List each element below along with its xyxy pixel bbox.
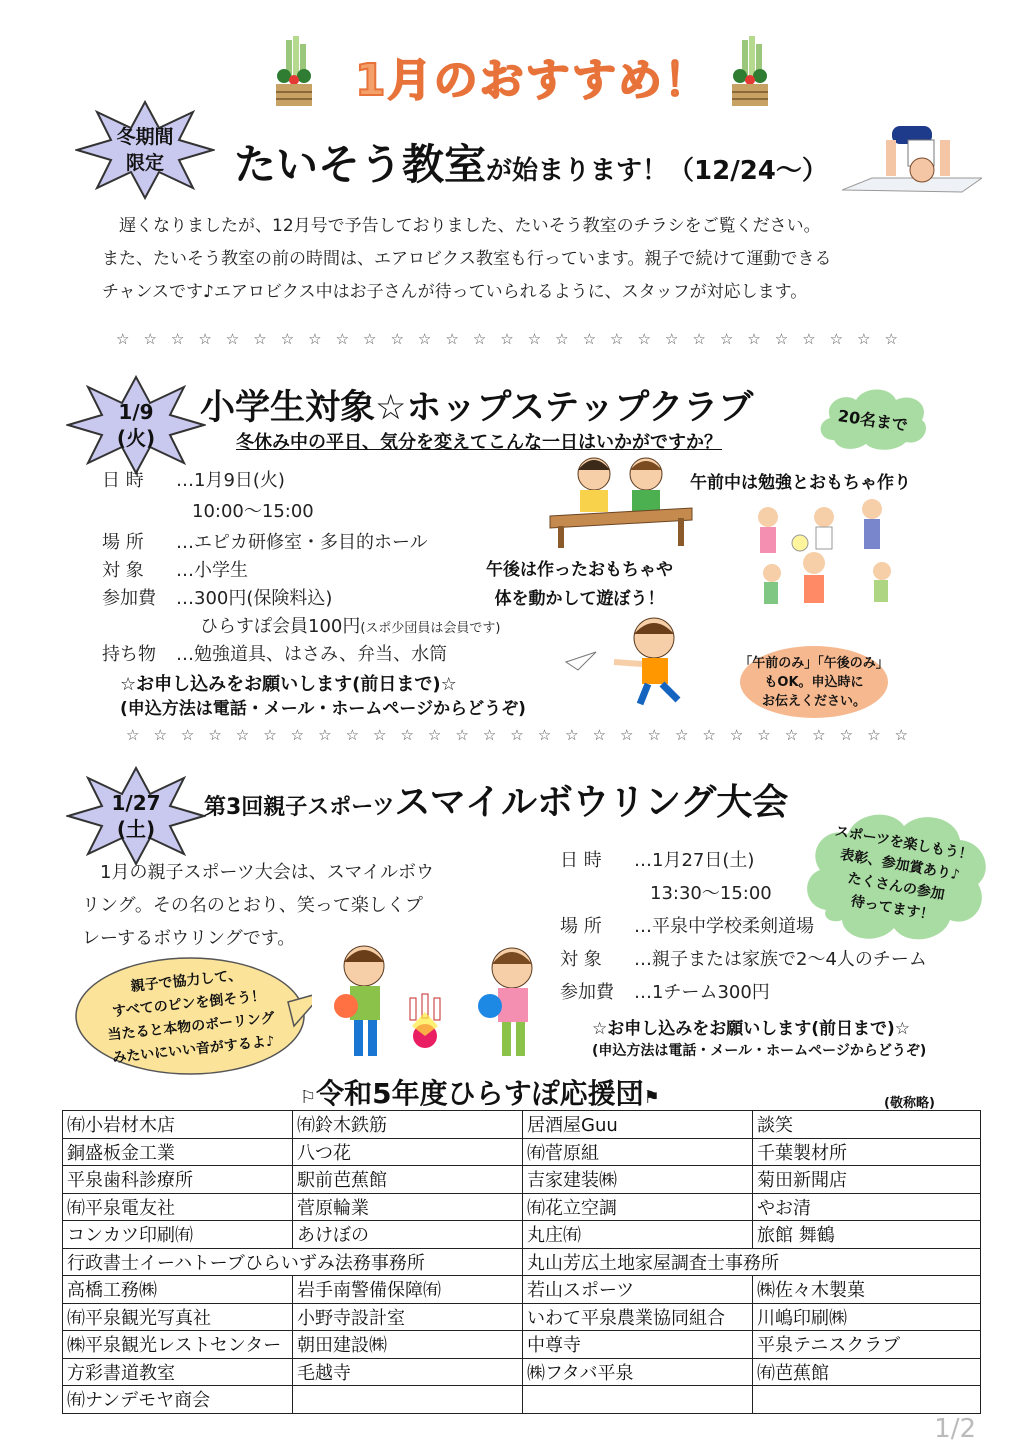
- sponsor-cell: ㈲鈴木鉄筋: [293, 1111, 523, 1139]
- sponsor-cell: ㈲平泉電友社: [63, 1193, 293, 1221]
- honorific-note: (敬称略): [884, 1096, 935, 1111]
- time-note-bubble: [738, 644, 890, 720]
- sponsor-cell: 岩手南警備保障㈲: [293, 1276, 523, 1304]
- detail-label: 対 象: [560, 949, 602, 970]
- sponsor-cell: いわて平泉農業協同組合: [523, 1303, 753, 1331]
- detail-label: 日 時: [560, 850, 602, 871]
- sponsor-cell: 川嶋印刷㈱: [753, 1303, 981, 1331]
- bowling-heading-small: 第3回親子スポーツ: [204, 795, 395, 820]
- sponsors-table-body: [63, 1111, 981, 1414]
- jan9-badge-text: 1/9 (火): [116, 400, 156, 450]
- prize-cloud: [800, 806, 992, 946]
- sponsor-cell: ㈲芭蕉館: [753, 1358, 981, 1386]
- hop-step-subheading: 冬休み中の平日、気分を変えてこんな一日はいかがですか？: [236, 432, 722, 453]
- sponsor-cell: ㈱フタバ平泉: [523, 1358, 753, 1386]
- detail-value: 13:30～15:00: [650, 883, 772, 904]
- jan27-badge: [66, 766, 206, 866]
- taiso-paragraph-line: また、たいそう教室の前の時間は、エアロビクス教室も行っています。親子で続けて運動できる: [102, 249, 832, 269]
- detail-value: …エピカ研修室・多目的ホール: [176, 532, 428, 553]
- sponsor-cell: [753, 1386, 981, 1414]
- speech-bubble: [72, 956, 312, 1080]
- jan9-badge: [66, 375, 206, 475]
- sponsor-cell: ㈲菅原組: [523, 1138, 753, 1166]
- prize-cloud-text: スポーツを楽しもう！ 表彰、参加賞あり♪ たくさんの参加 待ってます！: [833, 823, 974, 924]
- detail-label: 参加費: [560, 982, 614, 1003]
- table-row: [63, 1138, 981, 1166]
- bowling-heading-big: スマイルボウリング大会: [394, 782, 789, 823]
- sponsor-cell: 高橋工務㈱: [63, 1276, 293, 1304]
- detail-label: 持ち物: [102, 644, 156, 665]
- sponsor-cell: 丸庄㈲: [523, 1221, 753, 1249]
- boy-paper-plane-illustration-icon: [562, 612, 702, 708]
- detail-value: …勉強道具、はさみ、弁当、水筒: [176, 644, 448, 665]
- page-title: 1月のおすすめ！: [355, 55, 711, 106]
- sponsor-cell: 行政書士イーハトーブひらいずみ法務事務所: [63, 1248, 523, 1276]
- afternoon-caption: 午後は作ったおもちゃや 体を動かして遊ぼう！: [486, 560, 673, 609]
- sponsor-cell: あけぼの: [293, 1221, 523, 1249]
- sponsor-cell: 千葉製材所: [753, 1138, 981, 1166]
- bowling-apply-method: (申込方法は電話・メール・ホームページからどうぞ): [592, 1043, 927, 1059]
- detail-row: [102, 556, 501, 584]
- capacity-text: 20名まで: [836, 406, 909, 435]
- sponsor-cell: 丸山芳広土地家屋調査士事務所: [523, 1248, 981, 1276]
- table-row: [63, 1303, 981, 1331]
- sponsor-cell: ㈲平泉観光写真社: [63, 1303, 293, 1331]
- sponsor-cell: 銅盛板金工業: [63, 1138, 293, 1166]
- sponsor-cell: 吉家建装㈱: [523, 1166, 753, 1194]
- detail-row: [102, 497, 501, 528]
- winter-limited-badge-text: 冬期間 限定: [116, 126, 174, 174]
- taiso-paragraph-line: チャンスです♪エアロビクス中はお子さんが待っていられるように、スタッフが対応します。: [102, 282, 808, 302]
- page-number: 1/2: [934, 1414, 976, 1444]
- time-note-text: 「午前のみ」「午後のみ」 もOK。申込時に お伝えください。: [739, 656, 889, 709]
- hop-step-details: [102, 466, 501, 668]
- detail-value: 10:00～15:00: [192, 501, 314, 522]
- sponsor-cell: 平泉歯科診療所: [63, 1166, 293, 1194]
- speech-bubble-text: 親子で協力して、 すべてのピンを倒そう！ 当たると本物のボーリング みたいにいい音がするよ♪: [106, 967, 276, 1067]
- sponsor-cell: 八つ花: [293, 1138, 523, 1166]
- detail-label: 場 所: [560, 916, 602, 937]
- sponsor-cell: 若山スポーツ: [523, 1276, 753, 1304]
- playing-kids-illustration-icon: [742, 495, 902, 625]
- table-row: [63, 1248, 981, 1276]
- flag-left-icon: ⚐: [300, 1087, 317, 1108]
- bowling-paragraph-line: リング。その名のとおり、笑って楽しくプ: [82, 895, 423, 916]
- hop-step-apply: ☆お申し込みをお願いします(前日まで)☆: [120, 674, 457, 695]
- table-row: [63, 1386, 981, 1414]
- detail-row: [102, 466, 501, 497]
- table-row: [63, 1276, 981, 1304]
- sponsor-cell: 方彩書道教室: [63, 1358, 293, 1386]
- detail-value: …親子または家族で2～4人のチーム: [634, 949, 927, 970]
- sponsor-cell: ㈱平泉観光レストセンター: [63, 1331, 293, 1359]
- sponsor-cell: 菅原輪業: [293, 1193, 523, 1221]
- detail-label: 参加費: [102, 588, 156, 609]
- bowling-paragraph-line: 1月の親子スポーツ大会は、スマイルボウ: [82, 862, 435, 883]
- sponsor-cell: やお清: [753, 1193, 981, 1221]
- detail-label: 日 時: [102, 470, 144, 491]
- sponsor-cell: 朝田建設㈱: [293, 1331, 523, 1359]
- sponsors-title-text: 令和5年度ひらすぽ応援団: [316, 1077, 644, 1110]
- hop-step-heading: 小学生対象☆ホップステップクラブ: [200, 388, 754, 428]
- sponsors-title: [300, 1072, 660, 1112]
- detail-value: …1月9日(火): [176, 470, 285, 491]
- taiso-heading-small: が始まります！（12/24～）: [486, 156, 828, 186]
- detail-value: …小学生: [176, 560, 248, 581]
- taiso-paragraph: [102, 210, 932, 309]
- hop-step-apply-method: (申込方法は電話・メール・ホームページからどうぞ): [120, 699, 526, 719]
- capacity-cloud: [814, 384, 932, 454]
- detail-label: 場 所: [102, 532, 144, 553]
- detail-row: [102, 640, 501, 668]
- taiso-heading: [234, 132, 828, 192]
- sponsor-cell: [523, 1386, 753, 1414]
- star-divider: ☆☆☆☆☆☆☆☆☆☆☆☆☆☆☆☆☆☆☆☆☆☆☆☆☆☆☆☆☆: [126, 726, 922, 744]
- sponsor-cell: コンカツ印刷㈲: [63, 1221, 293, 1249]
- gymnast-illustration-icon: [842, 120, 982, 200]
- detail-value: …1月27日(土): [634, 850, 755, 871]
- detail-label: 対 象: [102, 560, 144, 581]
- kids-studying-illustration-icon: [546, 450, 696, 550]
- sponsor-cell: 居酒屋Guu: [523, 1111, 753, 1139]
- bowling-kids-illustration-icon: [326, 940, 552, 1064]
- detail-row: [102, 528, 501, 556]
- bowling-heading: [204, 774, 788, 825]
- detail-row: [102, 584, 501, 612]
- table-row: [63, 1111, 981, 1139]
- table-row: [63, 1221, 981, 1249]
- detail-row: [102, 612, 501, 640]
- sponsor-cell: 小野寺設計室: [293, 1303, 523, 1331]
- sponsor-cell: 平泉テニスクラブ: [753, 1331, 981, 1359]
- sponsor-cell: 毛越寺: [293, 1358, 523, 1386]
- sponsor-cell: ㈲小岩材木店: [63, 1111, 293, 1139]
- sponsor-cell: 談笑: [753, 1111, 981, 1139]
- sponsor-cell: ㈲ナンデモヤ商会: [63, 1386, 293, 1414]
- kadomatsu-left-icon: [272, 36, 316, 108]
- detail-row: [560, 978, 927, 1011]
- taiso-heading-big: たいそう教室: [234, 140, 487, 189]
- sponsor-cell: 駅前芭蕉館: [293, 1166, 523, 1194]
- sponsor-cell: 中尊寺: [523, 1331, 753, 1359]
- sponsor-cell: 菊田新聞店: [753, 1166, 981, 1194]
- detail-value: ひらすぽ会員100円: [200, 616, 361, 637]
- detail-value: …平泉中学校柔剣道場: [634, 916, 814, 937]
- star-divider: ☆☆☆☆☆☆☆☆☆☆☆☆☆☆☆☆☆☆☆☆☆☆☆☆☆☆☆☆☆: [116, 330, 912, 348]
- sponsor-cell: [293, 1386, 523, 1414]
- bowling-apply: ☆お申し込みをお願いします(前日まで)☆: [592, 1019, 911, 1039]
- table-row: [63, 1193, 981, 1221]
- sponsor-cell: ㈲花立空調: [523, 1193, 753, 1221]
- jan27-badge-text: 1/27 (土): [111, 791, 161, 841]
- table-row: [63, 1166, 981, 1194]
- bowling-paragraph-line: レーするボウリングです。: [82, 928, 296, 949]
- detail-value: …1チーム300円: [634, 982, 770, 1003]
- table-row: [63, 1331, 981, 1359]
- morning-caption: 午前中は勉強とおもちゃ作り: [690, 473, 911, 493]
- sponsor-cell: ㈱佐々木製菓: [753, 1276, 981, 1304]
- detail-row: [560, 945, 927, 978]
- flag-right-icon: ⚑: [643, 1087, 660, 1108]
- detail-value: …300円(保険料込): [176, 588, 333, 609]
- taiso-paragraph-line: 遅くなりましたが、12月号で予告しておりました、たいそう教室のチラシをご覧ください。: [102, 216, 821, 236]
- table-row: [63, 1358, 981, 1386]
- sponsors-table: [62, 1110, 981, 1414]
- sponsor-cell: 旅館 舞鶴: [753, 1221, 981, 1249]
- winter-limited-badge: [75, 100, 215, 200]
- kadomatsu-right-icon: [728, 36, 772, 108]
- detail-note: (スポ少団員は会員です): [360, 621, 501, 636]
